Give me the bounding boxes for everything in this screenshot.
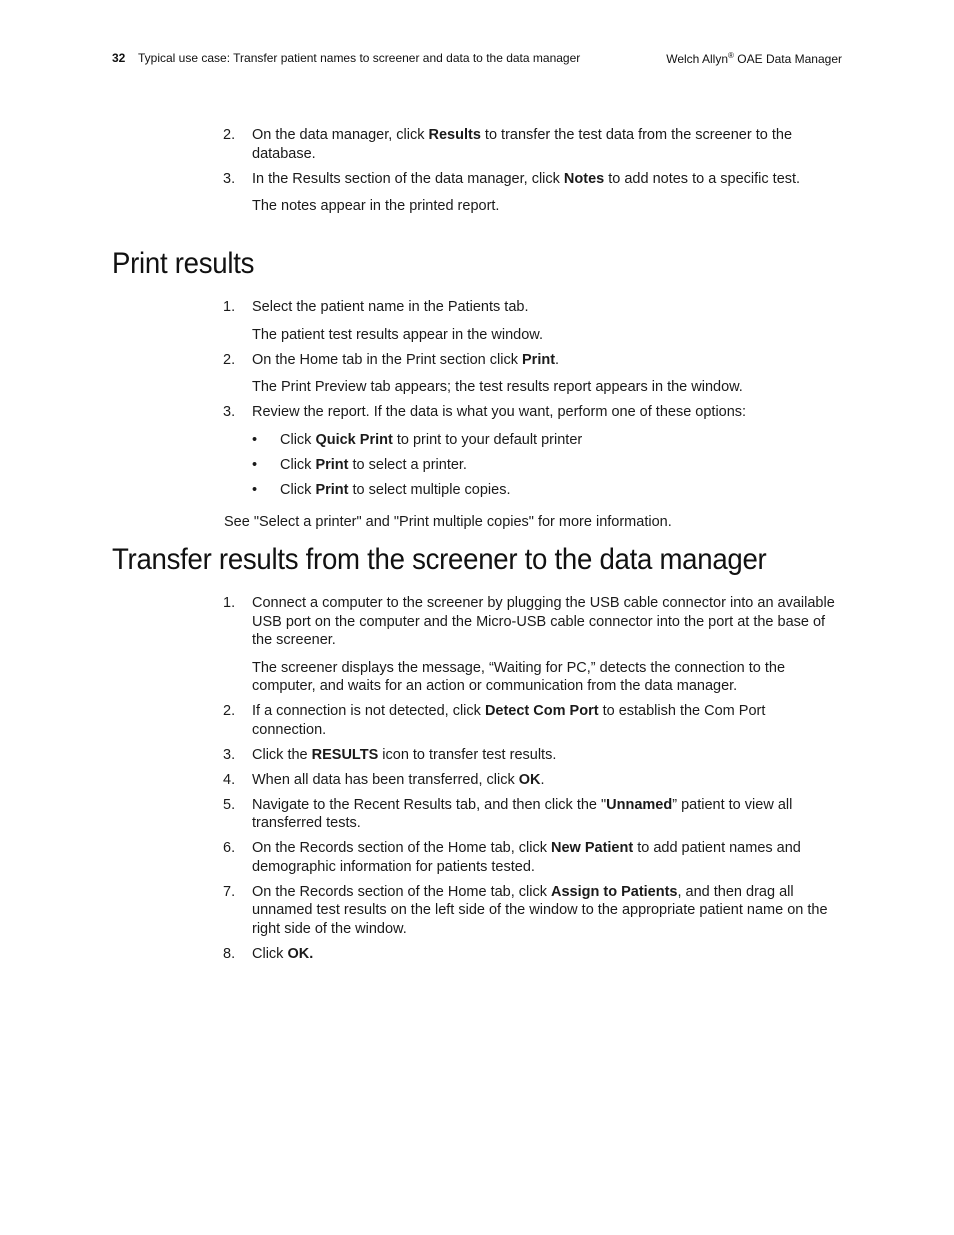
- step-number: 1.: [223, 595, 236, 611]
- step-text: Select the patient name in the Patients tab.: [252, 299, 529, 315]
- bullet-icon: •: [252, 481, 258, 498]
- step-number: 8.: [223, 945, 236, 962]
- section-heading-print-results: Print results: [112, 247, 255, 280]
- bullet-text: Click: [280, 456, 316, 473]
- list-item: [223, 883, 843, 939]
- list-item: [223, 126, 843, 163]
- page-header: [112, 51, 842, 69]
- step-text: Review the report. If the data is what you want, perform one of these options:: [252, 404, 747, 420]
- option-bullet-list: [252, 431, 843, 500]
- bullet-item: [252, 431, 843, 450]
- brand-name: Welch Allyn: [666, 52, 729, 66]
- list-item: [223, 796, 843, 833]
- step-bold-term: Unnamed: [606, 796, 673, 813]
- step-bold-term: New Patient: [551, 840, 634, 856]
- step-number: 4.: [223, 771, 236, 788]
- list-item: [223, 298, 843, 344]
- step-text: to add patient names and demographic information for patients tested.: [252, 840, 801, 875]
- running-product-title: [666, 51, 842, 66]
- step-number: 2.: [223, 351, 236, 368]
- step-number: 3.: [223, 404, 236, 420]
- step-result-text: The notes appear in the printed report.: [252, 198, 500, 214]
- step-number: 5.: [223, 796, 236, 813]
- step-text: Click the: [252, 746, 312, 763]
- step-text: On the Home tab in the Print section click: [252, 351, 522, 368]
- page-number: 32: [112, 51, 126, 65]
- list-item: [223, 702, 843, 739]
- bullet-text: to select a printer.: [348, 456, 467, 473]
- running-section-title: Typical use case: Transfer patient names to screener and data to the data manager: [138, 51, 581, 65]
- step-text: .: [555, 351, 560, 368]
- step-number: 7.: [223, 883, 236, 900]
- step-bold-term: RESULTS: [311, 746, 379, 763]
- bullet-text: to print to your default printer: [392, 431, 583, 448]
- see-also-note: See "Select a printer" and "Print multiple copies" for more information.: [224, 514, 672, 530]
- step-number: 3.: [223, 170, 236, 187]
- step-number: 6.: [223, 840, 236, 856]
- print-step-list: [223, 298, 843, 506]
- bullet-item: [252, 481, 843, 500]
- step-text: On the Records section of the Home tab, click: [252, 840, 551, 856]
- step-text: When all data has been transferred, click: [252, 771, 519, 788]
- step-text: to establish the Com Port connection.: [252, 703, 766, 738]
- product-name: OAE Data Manager: [733, 52, 842, 66]
- step-text: to add notes to a specific test.: [604, 170, 801, 187]
- step-text: .: [540, 771, 545, 788]
- bullet-icon: •: [252, 456, 258, 473]
- list-item: [223, 170, 843, 216]
- list-item: [223, 839, 843, 876]
- step-bold-term: Notes: [563, 170, 605, 187]
- bullet-bold-term: Print: [315, 481, 349, 498]
- step-text: icon to transfer test results.: [378, 746, 557, 763]
- bullet-text: Click: [280, 431, 316, 448]
- step-result-text: The Print Preview tab appears; the test results report appears in the window.: [252, 379, 743, 395]
- bullet-item: [252, 456, 843, 475]
- step-number: 3.: [223, 746, 236, 763]
- bullet-icon: •: [252, 431, 258, 448]
- step-bold-term: Assign to Patients: [551, 883, 678, 900]
- step-bold-term: Results: [428, 127, 481, 143]
- step-text: , and then drag all unnamed test results on the left side of the window to the appropriate patient name on the right side of the window.: [252, 883, 828, 937]
- transfer-step-list: [223, 594, 843, 970]
- list-item: [223, 746, 843, 765]
- list-item: [223, 403, 843, 499]
- step-bold-term: OK.: [287, 945, 314, 962]
- step-bold-term: Detect Com Port: [484, 703, 599, 719]
- step-bold-term: OK: [518, 771, 541, 788]
- list-item: [223, 594, 843, 696]
- step-text: Connect a computer to the screener by plugging the USB cable connector into an available USB port on the computer and the Micro-USB cable connector into the port at the base of the screener.: [252, 595, 835, 648]
- step-text: Click: [252, 945, 288, 962]
- step-text: ” patient to view all transferred tests.: [252, 796, 793, 831]
- step-text: On the data manager, click: [252, 127, 429, 143]
- step-text: On the Records section of the Home tab, click: [252, 883, 551, 900]
- step-result-text: The patient test results appear in the window.: [252, 326, 543, 343]
- registered-mark: ®: [728, 51, 734, 60]
- step-text: Navigate to the Recent Results tab, and then click the ": [252, 796, 607, 813]
- step-result-text: The screener displays the message, “Waiting for PC,” detects the connection to the computer, and waits for an action or communication from the data manager.: [252, 659, 786, 694]
- bullet-text: Click: [280, 481, 316, 498]
- step-text: If a connection is not detected, click: [252, 703, 485, 719]
- list-item: [223, 351, 843, 397]
- section-heading-transfer-results: Transfer results from the screener to the data manager: [112, 543, 767, 576]
- intro-step-list: [223, 126, 843, 222]
- list-item: [223, 771, 843, 790]
- list-item: [223, 945, 843, 964]
- bullet-bold-term: Print: [315, 456, 349, 473]
- step-number: 2.: [223, 703, 236, 719]
- bullet-bold-term: Quick Print: [315, 431, 393, 448]
- step-number: 2.: [223, 127, 236, 143]
- step-text: In the Results section of the data manager, click: [252, 170, 564, 187]
- step-text: to transfer the test data from the screener to the database.: [252, 127, 793, 162]
- step-bold-term: Print: [522, 351, 556, 368]
- bullet-text: to select multiple copies.: [348, 481, 511, 498]
- step-number: 1.: [223, 299, 236, 315]
